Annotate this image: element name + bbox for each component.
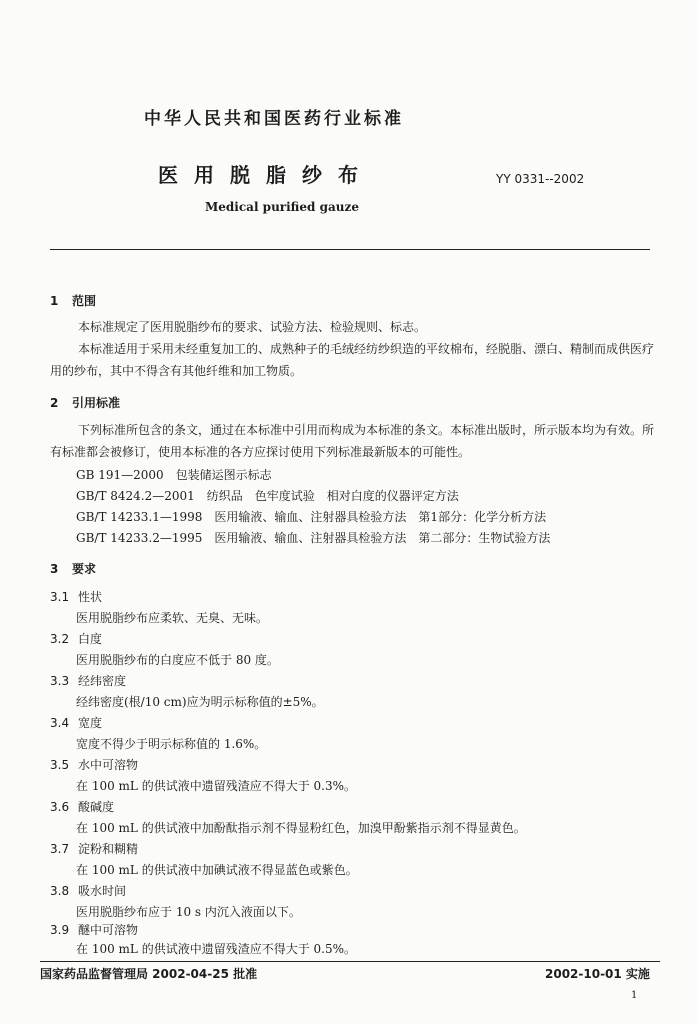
requirement-number: 3.4 <box>50 716 70 730</box>
requirement-heading <box>50 756 138 773</box>
document-title: 医用脱脂纱布 <box>158 163 374 187</box>
english-title: Medical purified gauze <box>205 200 359 214</box>
section-title: 引用标准 <box>72 396 121 410</box>
requirement-title: 吸水时间 <box>78 884 127 898</box>
page-number: 1 <box>631 990 638 1001</box>
requirement-heading <box>50 714 102 731</box>
requirement-heading <box>50 630 102 647</box>
approval-note: 国家药品监督管理局 2002-04-25 批准 <box>40 967 258 981</box>
section-number: 2 <box>50 396 59 410</box>
header-divider <box>50 249 650 250</box>
requirement-title: 淀粉和糊精 <box>78 842 139 856</box>
section-3-heading <box>50 560 96 577</box>
section-title: 要求 <box>72 562 97 576</box>
requirement-body: 经纬密度(根/10 cm)应为明示标称值的±5%。 <box>76 695 324 709</box>
requirement-title: 性状 <box>78 590 103 604</box>
standard-org-title: 中华人民共和国医药行业标准 <box>144 109 404 129</box>
requirement-heading <box>50 882 126 899</box>
requirement-number: 3.5 <box>50 758 70 772</box>
requirement-number: 3.3 <box>50 674 70 688</box>
requirement-title: 醚中可溶物 <box>78 923 139 937</box>
reference-item: GB/T 8424.2—2001 纺织品 色牢度试验 相对白度的仪器评定方法 <box>76 489 459 503</box>
section-title: 范围 <box>72 294 97 308</box>
standard-code: YY 0331--2002 <box>496 172 585 186</box>
requirement-body: 医用脱脂纱布应柔软、无臭、无味。 <box>76 611 269 625</box>
requirement-body: 在 100 mL 的供试液中加碘试液不得显蓝色或紫色。 <box>76 863 358 877</box>
reference-item: GB/T 14233.1—1998 医用输液、输血、注射器具检验方法 第1部分：化学分析方法 <box>76 510 547 524</box>
requirement-number: 3.8 <box>50 884 70 898</box>
requirement-body: 宽度不得少于明示标称值的 1.6%。 <box>76 737 267 751</box>
section-1-paragraph-1: 本标准规定了医用脱脂纱布的要求、试验方法、检验规则、标志。 <box>78 320 427 334</box>
requirement-heading <box>50 840 138 857</box>
requirement-title: 水中可溶物 <box>78 758 139 772</box>
section-number: 1 <box>50 294 59 308</box>
requirement-heading <box>50 921 138 938</box>
requirement-body: 在 100 mL 的供试液中遗留残渣应不得大于 0.3%。 <box>76 779 356 793</box>
requirement-heading <box>50 672 126 689</box>
requirement-title: 酸碱度 <box>78 800 115 814</box>
effective-date: 2002-10-01 实施 <box>545 967 650 981</box>
requirement-body: 医用脱脂纱布的白度应不低于 80 度。 <box>76 653 279 667</box>
requirement-title: 经纬密度 <box>78 674 127 688</box>
requirement-number: 3.1 <box>50 590 70 604</box>
requirement-number: 3.2 <box>50 632 70 646</box>
requirement-number: 3.9 <box>50 923 70 937</box>
footer-divider <box>40 961 660 962</box>
section-1-paragraph-2: 本标准适用于采用未经重复加工的、成熟种子的毛绒经纺纱织造的平纹棉布，经脱脂、漂白、精制而成供医疗用的纱布，其中不得含有其他纤维和加工物质。 <box>50 342 655 378</box>
requirement-title: 宽度 <box>78 716 103 730</box>
requirement-heading <box>50 588 102 605</box>
requirement-heading <box>50 798 114 815</box>
requirement-body: 在 100 mL 的供试液中遗留残渣应不得大于 0.5%。 <box>76 942 356 956</box>
section-1-heading <box>50 292 96 309</box>
requirement-number: 3.7 <box>50 842 70 856</box>
section-2-heading <box>50 394 120 411</box>
requirement-body: 医用脱脂纱布应于 10 s 内沉入液面以下。 <box>76 905 301 919</box>
requirement-title: 白度 <box>78 632 103 646</box>
section-2-paragraph: 下列标准所包含的条文，通过在本标准中引用而构成为本标准的条文。本标准出版时，所示版本均为有效。所有标准都会被修订，使用本标准的各方应探讨使用下列标准最新版本的可能性。 <box>50 423 655 459</box>
requirement-number: 3.6 <box>50 800 70 814</box>
requirement-body: 在 100 mL 的供试液中加酚酞指示剂不得显粉红色，加溴甲酚紫指示剂不得显黄色。 <box>76 821 526 835</box>
reference-item: GB/T 14233.2—1995 医用输液、输血、注射器具检验方法 第二部分：生物试验方法 <box>76 531 551 545</box>
reference-item: GB 191—2000 包装储运图示标志 <box>76 468 272 482</box>
section-number: 3 <box>50 562 59 576</box>
